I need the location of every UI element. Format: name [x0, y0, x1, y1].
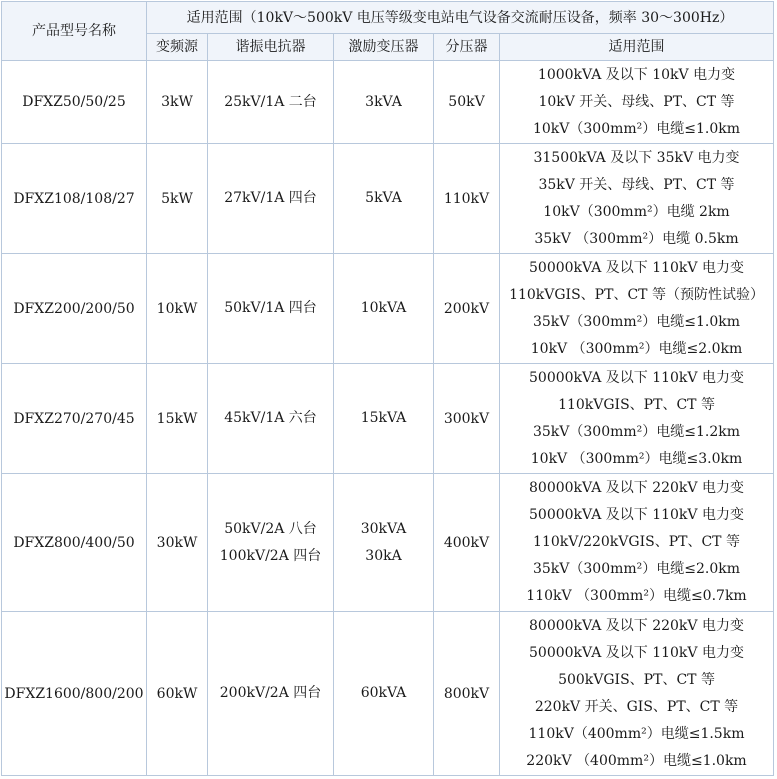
cell-reactor	[208, 144, 334, 254]
cell-inverter: 60kW	[147, 612, 208, 776]
cell-exciter-line: 30kA	[365, 547, 402, 564]
table-row	[2, 61, 774, 144]
cell-reactor	[208, 364, 334, 474]
cell-divider: 50kV	[434, 61, 500, 144]
cell-exciter-line: 30kVA	[360, 520, 407, 537]
cell-scope-line: 50000kVA 及以下 110kV 电力变	[529, 507, 744, 523]
cell-divider: 300kV	[434, 364, 500, 474]
cell-scope-line: 110kV/220kVGIS、PT、CT 等	[533, 534, 740, 550]
cell-model: DFXZ108/108/27	[2, 144, 147, 254]
cell-reactor-line: 27kV/1A 四台	[224, 190, 317, 206]
cell-inverter: 30kW	[147, 474, 208, 612]
cell-scope-line: 35kV （300mm²）电缆 0.5km	[534, 230, 739, 247]
cell-scope-line: 220kV 开关、GIS、PT、CT 等	[534, 698, 739, 715]
cell-scope-line: 10kV 开关、母线、PT、CT 等	[538, 93, 735, 110]
cell-exciter-line: 10kVA	[360, 300, 407, 316]
cell-divider: 800kV	[434, 612, 500, 776]
cell-reactor-line: 45kV/1A 六台	[224, 410, 317, 426]
cell-scope-line: 220kV （400mm²）电缆≤1.0km	[526, 752, 747, 769]
cell-scope-line: 500kVGIS、PT、CT 等	[558, 671, 715, 688]
cell-model: DFXZ50/50/25	[2, 61, 147, 144]
cell-scope-line: 10kV （300mm²）电缆≤2.0km	[530, 340, 743, 357]
cell-exciter-line: 5kVA	[365, 190, 402, 206]
cell-scope-line: 50000kVA 及以下 110kV 电力变	[529, 369, 744, 386]
cell-scope	[500, 364, 774, 474]
cell-exciter-line: 15kVA	[360, 410, 407, 426]
cell-reactor-line: 200kV/2A 四台	[219, 685, 322, 701]
cell-scope-line: 10kV（300mm²）电缆 2km	[543, 203, 730, 220]
cell-reactor	[208, 254, 334, 364]
cell-exciter-line: 60kVA	[360, 685, 407, 701]
cell-exciter	[334, 254, 434, 364]
cell-exciter	[334, 474, 434, 612]
cell-scope	[500, 474, 774, 612]
cell-reactor-line: 100kV/2A 四台	[219, 547, 322, 564]
cell-scope	[500, 61, 774, 144]
cell-model: DFXZ800/400/50	[2, 474, 147, 612]
header-scope: 适用范围	[500, 34, 774, 61]
cell-inverter: 5kW	[147, 144, 208, 254]
table-row	[2, 254, 774, 364]
cell-exciter	[334, 61, 434, 144]
cell-divider: 400kV	[434, 474, 500, 612]
spec-table	[1, 1, 774, 776]
cell-reactor-line: 50kV/2A 八台	[224, 520, 317, 537]
cell-scope-line: 35kV 开关、母线、PT、CT 等	[538, 176, 735, 193]
cell-scope-line: 35kV（300mm²）电缆≤1.2km	[532, 423, 741, 440]
cell-scope-line: 50000kVA 及以下 110kV 电力变	[529, 644, 744, 661]
cell-scope-line: 110kVGIS、PT、CT 等	[558, 396, 715, 413]
cell-model: DFXZ200/200/50	[2, 254, 147, 364]
cell-model: DFXZ270/270/45	[2, 364, 147, 474]
cell-reactor	[208, 612, 334, 776]
header-row-top	[2, 2, 774, 34]
header-scope-top: 适用范围（10kV～500kV 电压等级变电站电气设备交流耐压设备，频率 30～300Hz）	[147, 2, 774, 34]
cell-exciter-line: 3kVA	[365, 93, 402, 110]
cell-scope-line: 35kV（300mm²）电缆≤1.0km	[532, 313, 741, 330]
cell-reactor-line: 50kV/1A 四台	[224, 300, 317, 316]
cell-exciter	[334, 364, 434, 474]
cell-scope-line: 10kV （300mm²）电缆≤3.0km	[530, 450, 743, 467]
cell-scope	[500, 144, 774, 254]
header-product: 产品型号名称	[2, 2, 147, 61]
table-row	[2, 612, 774, 776]
cell-scope-line: 31500kVA 及以下 35kV 电力变	[533, 149, 740, 166]
cell-scope-line: 80000kVA 及以下 220kV 电力变	[529, 617, 744, 634]
cell-scope-line: 80000kVA 及以下 220kV 电力变	[529, 480, 744, 496]
cell-scope-line: 10kV（300mm²）电缆≤1.0km	[532, 120, 741, 137]
cell-exciter	[334, 612, 434, 776]
cell-scope	[500, 254, 774, 364]
header-inverter: 变频源	[147, 34, 208, 61]
cell-scope-line: 110kVGIS、PT、CT 等（预防性试验）	[509, 286, 764, 303]
cell-scope-line: 110kV （300mm²）电缆≤0.7km	[526, 588, 747, 604]
cell-divider: 200kV	[434, 254, 500, 364]
header-divider: 分压器	[434, 34, 500, 61]
cell-scope-line: 35kV（300mm²）电缆≤2.0km	[532, 561, 741, 577]
table-row	[2, 144, 774, 254]
table-row	[2, 364, 774, 474]
header-reactor: 谐振电抗器	[208, 34, 334, 61]
cell-inverter: 15kW	[147, 364, 208, 474]
cell-exciter	[334, 144, 434, 254]
table-row	[2, 474, 774, 612]
cell-divider: 110kV	[434, 144, 500, 254]
cell-model: DFXZ1600/800/200	[2, 612, 147, 776]
cell-reactor	[208, 474, 334, 612]
cell-scope-line: 50000kVA 及以下 110kV 电力变	[529, 259, 744, 276]
cell-inverter: 10kW	[147, 254, 208, 364]
cell-scope-line: 110kV（400mm²）电缆≤1.5km	[528, 725, 745, 742]
cell-scope	[500, 612, 774, 776]
header-exciter: 激励变压器	[334, 34, 434, 61]
cell-scope-line: 1000kVA 及以下 10kV 电力变	[537, 66, 736, 83]
cell-reactor-line: 25kV/1A 二台	[224, 93, 317, 110]
cell-reactor	[208, 61, 334, 144]
cell-inverter: 3kW	[147, 61, 208, 144]
